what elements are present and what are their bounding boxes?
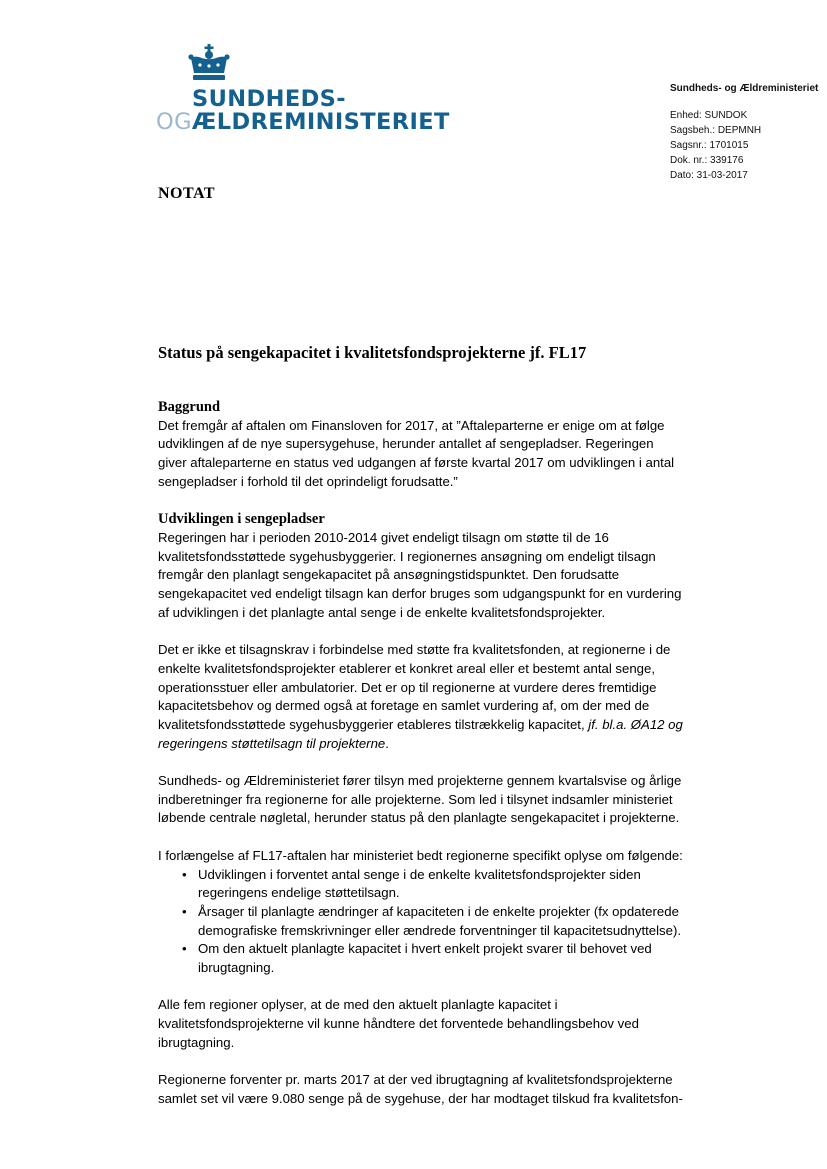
logo-text-line1: SUNDHEDS- (192, 86, 347, 112)
meta-date: Dato: 31-03-2017 (670, 170, 748, 181)
list-item: • Årsager til planlagte ændringer af kapaciteten i de enkelte projekter (fx opdaterede demografiske fremskrivninger eller ændrede forventninger til kapacitetsudnyttelse). (158, 903, 683, 940)
paragraph-2-end: . (385, 735, 389, 751)
paragraph-2-main: Det er ikke et tilsagnskrav i forbindelse med støtte fra kvalitetsfonden, at regionerne i de enkelte kvalitetsfondsprojekter etablerer et konkret areal eller et bestemt antal senge, operationsstuer eller ambulatorier. Det er op til regionerne at vurdere deres fremtidige kapacitetsbehov og dermed også at foretage en samlet vurdering af, om der med de kvalitetsfondsstøttede sygehusbyggerier etableres tilstrækkelig kapacitet, (158, 642, 671, 732)
paragraph-2 (158, 641, 683, 753)
paragraph-3: Sundheds- og Ældreministeriet fører tilsyn med projekterne gennem kvartalsvise og årlige indberetninger fra regionerne for alle projekterne. Som led i tilsynet indsamler ministeriet løbende centrale nøgletal, herunder status på den planlagte sengekapacitet i projekterne. (158, 773, 682, 826)
paragraph-6: Regionerne forventer pr. marts 2017 at der ved ibrugtagning af kvalitetsfondsprojekterne samlet set vil være 9.080 senge på de sygehuse, der har modtaget tilskud fra kvalitetsfon- (158, 1072, 683, 1106)
document-body (158, 398, 683, 1127)
paragraph-5: Alle fem regioner oplyser, at de med den aktuelt planlagte kapacitet i kvalitetsfondsprojekterne vil kunne håndtere det forventede behandlingsbehov ved ibrugtagning. (158, 997, 639, 1050)
paragraph-4: I forlængelse af FL17-aftalen har ministeriet bedt regionerne specifikt oplyse om følgende: (158, 847, 683, 863)
paragraph-1: Regeringen har i perioden 2010-2014 givet endeligt tilsagn om støtte til de 16 kvalitetsfondsstøttede sygehusbyggerier. I regionernes ansøgning om endeligt tilsagn fremgår den planlagt sengekapacitet på ansøgningstidspunktet. Den forudsatte sengekapacitet ved endeligt tilsagn kan derfor bruges som udgangspunkt for en vurdering af udviklingen i det planlagte antal senge i de enkelte kvalitetsfondsprojekter. (158, 529, 682, 620)
logo-main: ÆLDREMINISTERIET (191, 109, 450, 135)
logo-text-line2 (156, 109, 450, 135)
section-heading-baggrund: Baggrund (158, 399, 221, 415)
section-heading-udvikling: Udviklingen i sengepladser (158, 511, 325, 528)
paragraph-baggrund: Det fremgår af aftalen om Finansloven for 2017, at ”Aftaleparterne er enige om at følge udviklingen af de nye supersygehuse, herunder antallet af sengepladser. Regeringen giver aftaleparterne en status ved udgangen af første kvartal 2017 om udviklingen i antal sengepladser i forhold til det oprindeligt forudsatte.” (158, 417, 675, 489)
document-type: NOTAT (158, 185, 216, 202)
list-item: • Udviklingen i forventet antal senge i de enkelte kvalitetsfondsprojekter siden regeringens endelige støttetilsagn. (158, 866, 683, 903)
list-item: • Om den aktuelt planlagte kapacitet i hvert enkelt projekt svarer til behovet ved ibrugtagning. (158, 940, 683, 977)
crown-icon (188, 44, 230, 82)
meta-case-number: Sagsnr.: 1701015 (670, 140, 749, 151)
document-meta (670, 81, 818, 183)
document-title: Status på sengekapacitet i kvalitetsfondsprojekterne jf. FL17 (158, 343, 587, 362)
meta-doc-number: Dok. nr.: 339176 (670, 155, 744, 166)
logo-og: OG (156, 109, 192, 135)
paragraph-2-italic: jf. bl.a. ØA12 og regeringens støttetilsagn til projekterne (158, 716, 683, 751)
meta-unit: Enhed: SUNDOK (670, 110, 748, 121)
ministry-logo (156, 44, 450, 144)
meta-ministry: Sundheds- og Ældreministeriet (670, 83, 819, 94)
bullet-list (158, 866, 683, 978)
meta-case-handler: Sagsbeh.: DEPMNH (670, 125, 762, 136)
